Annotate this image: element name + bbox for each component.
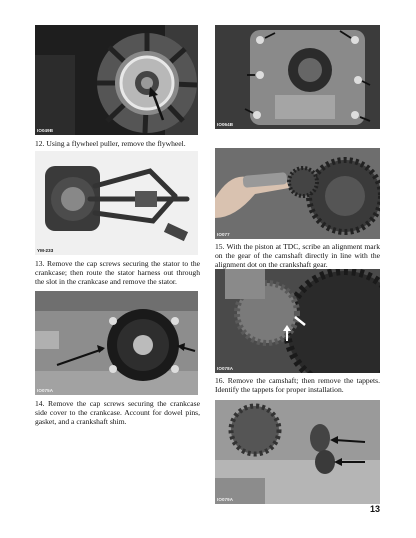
page-number: 13 — [369, 504, 380, 514]
photo-id-label: IO075A — [37, 388, 54, 393]
camshaft-scribe-photo — [215, 148, 380, 239]
photo-id-label: IO079A — [217, 497, 234, 502]
photo-id-label: IO078A — [217, 366, 234, 371]
step-15-text: 15. With the piston at TDC, scribe an alignment mark on the gear of the camshaft directly in line with the alignment dot on the crankshaft gear. — [215, 242, 380, 269]
photo-id-label: IO077 — [217, 232, 230, 237]
step-16-text: 16. Remove the camshaft; then remove the tappets. Identify the tappets for proper installation. — [215, 376, 380, 394]
stator-photo — [35, 291, 198, 395]
step-13-text: 13. Remove the cap screws securing the stator to the crankcase; then route the stator harness out through the slot in the crankcase and remove the stator. — [35, 259, 200, 286]
tappets-photo — [215, 400, 380, 504]
crankcase-photo — [215, 25, 380, 129]
photo-id-label: IO064B — [217, 122, 234, 127]
flywheel-photo — [35, 25, 198, 135]
flywheel-puller-photo — [35, 151, 198, 255]
step-12-text: 12. Using a flywheel puller, remove the flywheel. — [35, 139, 186, 148]
alignment-mark-photo — [215, 269, 380, 373]
photo-id-label: IO049B — [37, 128, 54, 133]
step-14-text: 14. Remove the cap screws securing the crankcase side cover to the crankcase. Account for dowel pins, gasket, and a crankshaft shim. — [35, 399, 200, 426]
photo-id-label: YM-233 — [37, 248, 54, 253]
